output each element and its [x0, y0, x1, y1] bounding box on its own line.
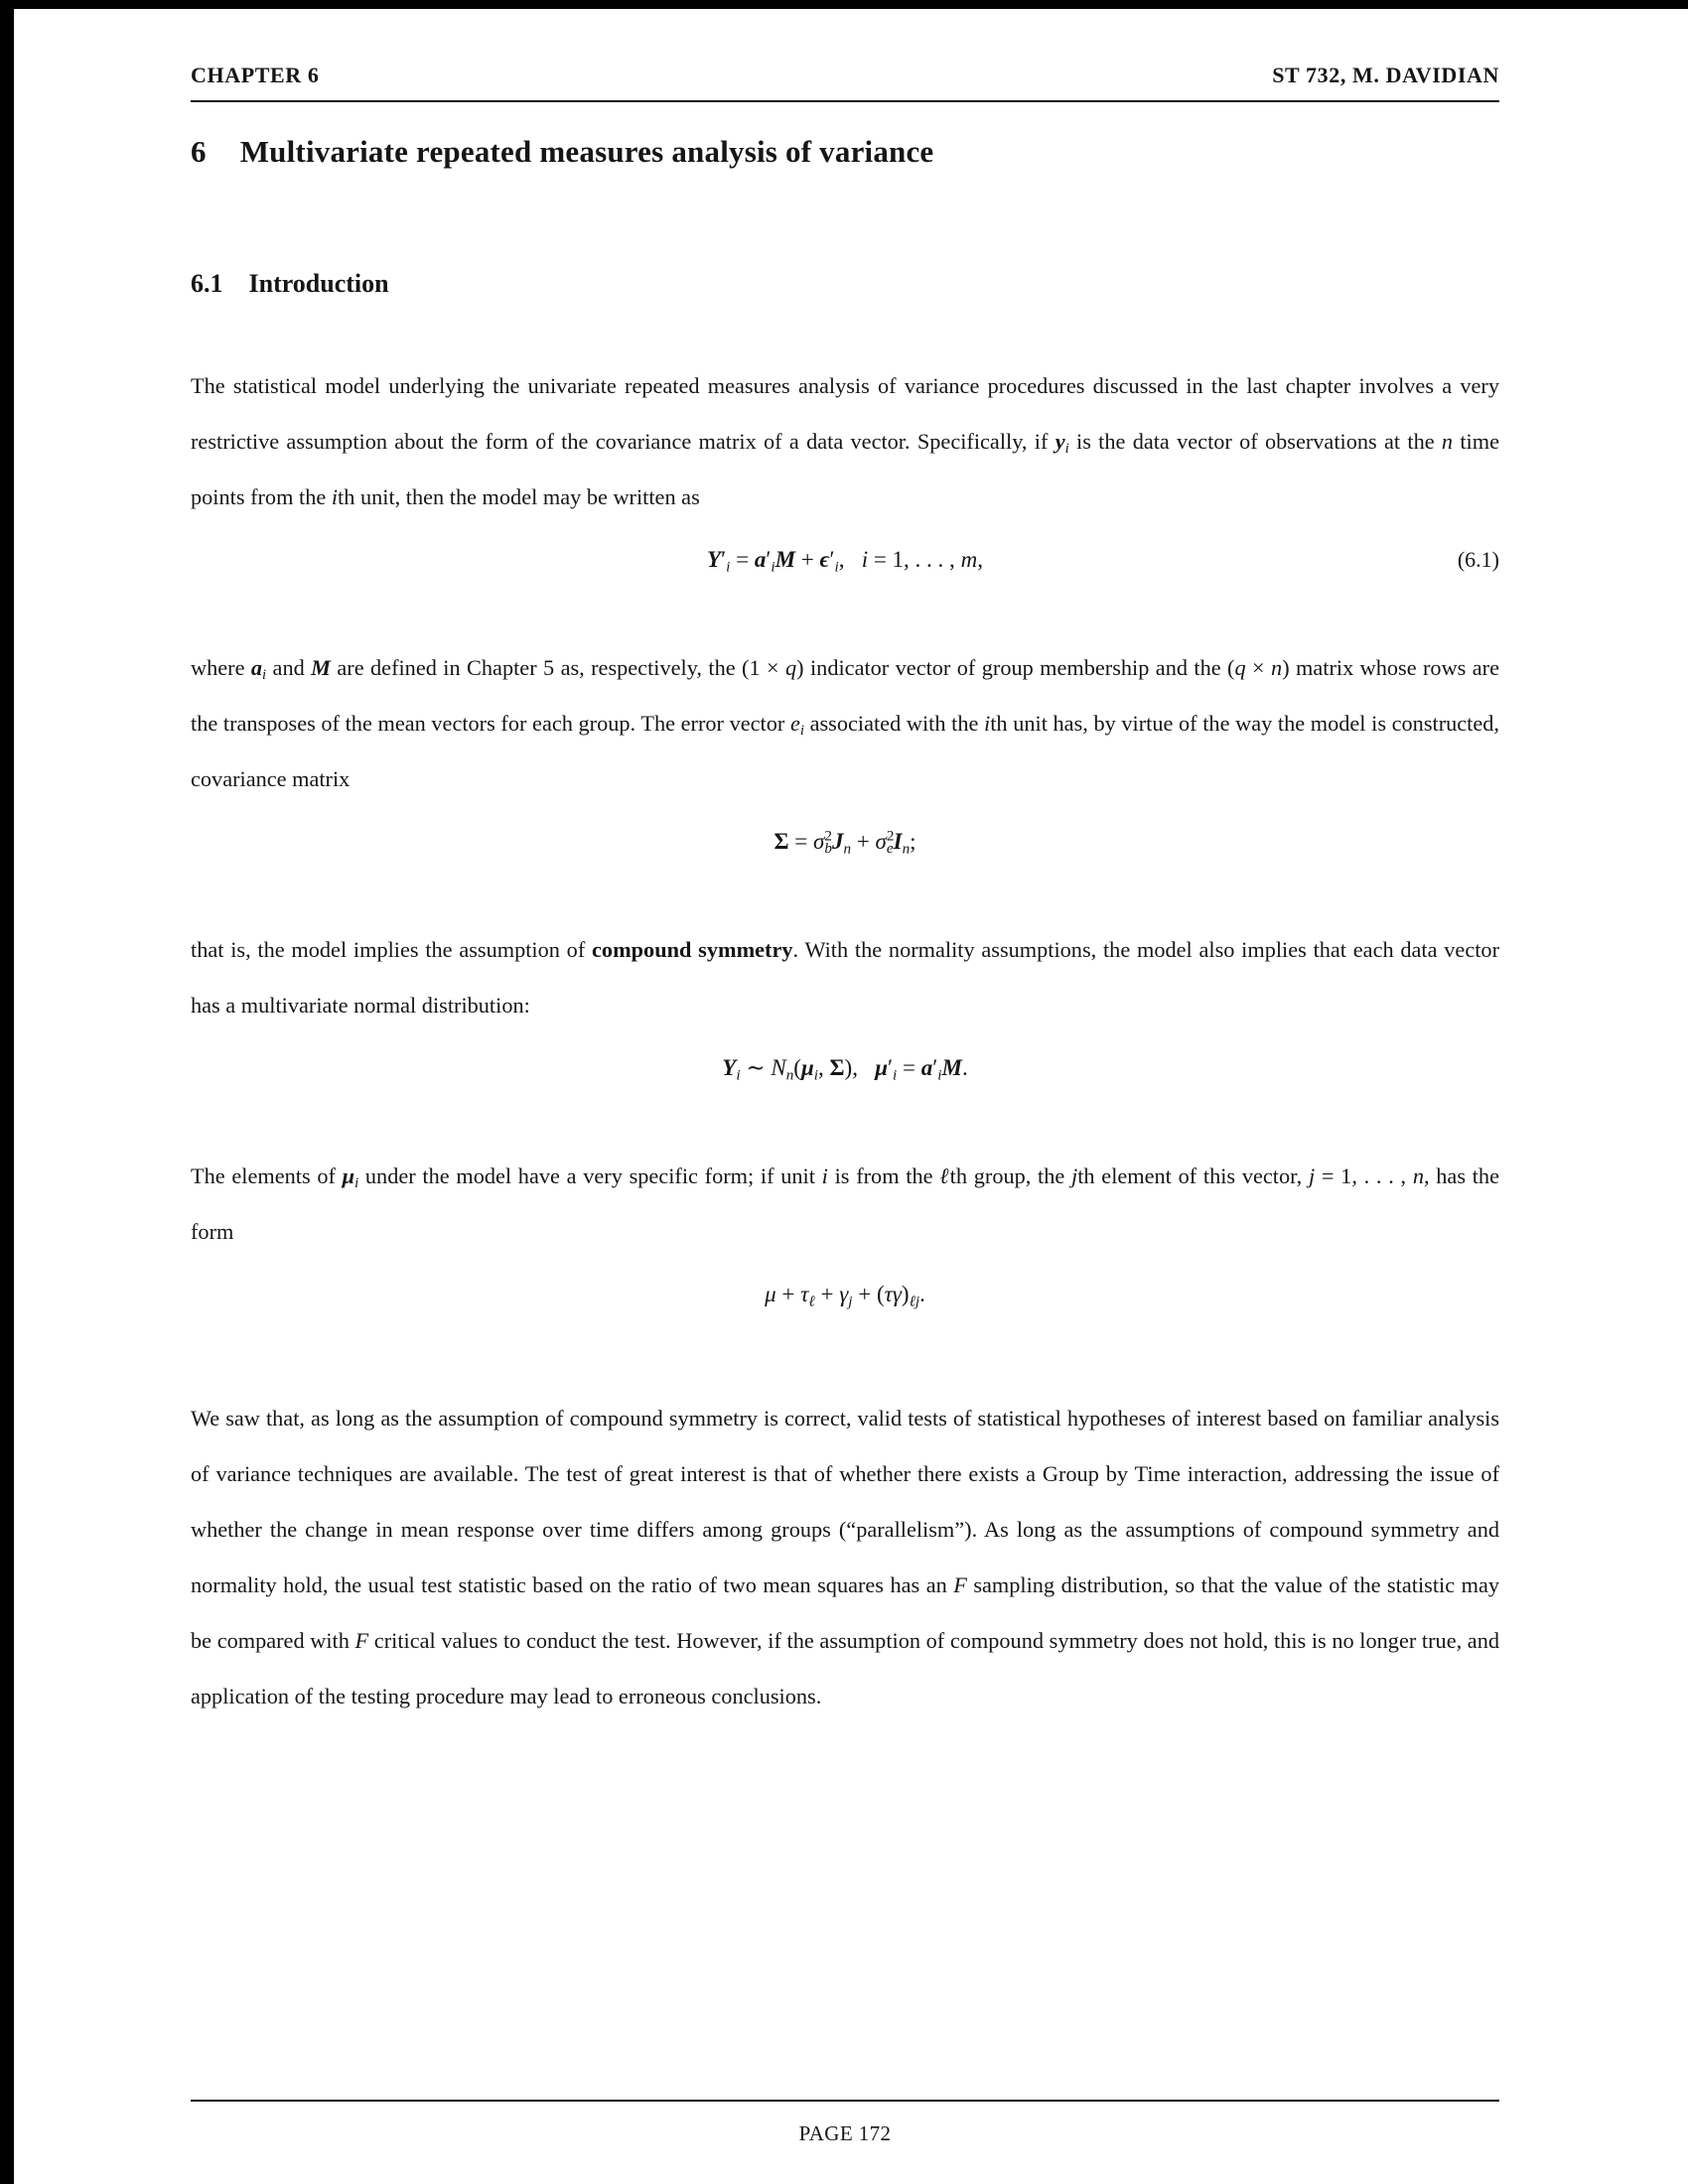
chapter-number: 6	[191, 134, 207, 169]
paragraph: The elements of $\mu_i$ under the model have a very specific form; if unit i is from the ℓth group, the jth element of this vector, j = 1, . . . , n, has the form	[191, 1163, 1499, 1244]
equation-tag: (6.1)	[1457, 547, 1499, 572]
page-footer	[191, 2100, 1499, 2146]
page-number: PAGE 172	[798, 2121, 892, 2145]
equation	[191, 813, 1499, 871]
paragraph: that is, the model implies the assumption of compound symmetry. With the normality assumptions, the model also implies that each data vector has a multivariate normal distribution:	[191, 937, 1499, 1018]
paragraph: where $a_i$ and M are defined in Chapter 5 as, respectively, the (1 × q) indicator vector of group membership and the (q × n) matrix whose rows are the transposes of the mean vectors for each group. The error vector $e_i$ associated with the ith unit has, by virtue of the way the model is constructed, covariance matrix	[191, 655, 1499, 791]
section-heading	[191, 267, 1499, 301]
equation	[191, 1266, 1499, 1323]
paragraph: The statistical model underlying the univariate repeated measures analysis of variance procedures discussed in the last chapter involves a very restrictive assumption about the form of the covariance matrix of a data vector. Specifically, if $y_i$ is the data vector of observations at the n time points from the ith unit, then the model may be written as	[191, 373, 1499, 509]
document-page	[14, 9, 1688, 2184]
equation-body: $Y_i$ ∼ $N_n(\mu_i$, Σ), $\mu'_i = a'_iM$.	[722, 1055, 968, 1084]
chapter-title	[191, 132, 1499, 172]
header-rule	[191, 100, 1499, 102]
header-course-label: ST 732, M. DAVIDIAN	[1272, 63, 1499, 87]
equation-body: $\mu + \tau_\ell + \gamma_j + (\tau\gamma)_{\ell j}$.	[765, 1282, 925, 1310]
equation-body: $\Sigma = \sigma^2_bJ_n + \sigma^2_eI_n$;	[774, 827, 916, 858]
page-header	[191, 63, 1499, 88]
section-number: 6.1	[191, 269, 223, 298]
equation	[191, 1039, 1499, 1097]
chapter-title-text: Multivariate repeated measures analysis of variance	[239, 134, 934, 169]
equation-body: $Y'_i = a'_iM + \epsilon'_i$, i = 1, . . . , m,	[707, 547, 983, 576]
section-title-text: Introduction	[248, 269, 389, 298]
equation	[191, 531, 1499, 589]
header-chapter-label: CHAPTER 6	[191, 63, 320, 87]
paragraph: We saw that, as long as the assumption of compound symmetry is correct, valid tests of statistical hypotheses of interest based on familiar analysis of variance techniques are available. The test of great interest is that of whether there exists a Group by Time interaction, addressing the issue of whether the change in mean response over time differs among groups (“parallelism”). As long as the assumptions of compound symmetry and normality hold, the usual test statistic based on the ratio of two mean squares has an F sampling distribution, so that the value of the statistic may be compared with F critical values to conduct the test. However, if the assumption of compound symmetry does not hold, this is no longer true, and application of the testing procedure may lead to erroneous conclusions.	[191, 1406, 1499, 1708]
